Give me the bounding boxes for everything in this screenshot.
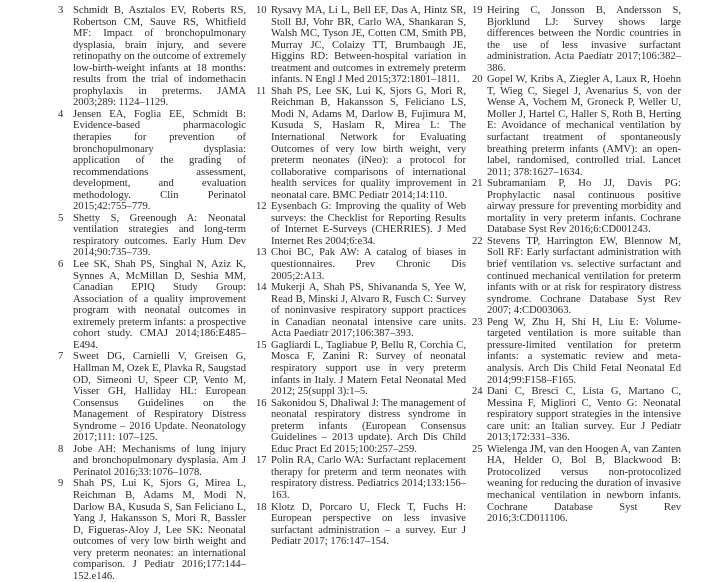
- reference-number: 12: [256, 201, 267, 213]
- reference-number: 17: [256, 455, 267, 467]
- reference-number: 13: [256, 247, 267, 259]
- reference-column-2: [256, 5, 466, 548]
- reference-item: [256, 398, 466, 456]
- reference-text: Peng W, Zhu H, Shi H, Liu E: Volume-targeted ventilation is more suitable than pressure-limited ventilation for preterm infants: a systematic review and meta-analysis. Arch Dis Child Fetal Neonatal Ed 2014;99:F158–F165.: [487, 316, 681, 386]
- reference-text: Polin RA, Carlo WA: Surfactant replacement therapy for preterm and term neonates with respiratory distress. Pediatrics 2014;133:156–163.: [271, 455, 466, 501]
- reference-item: [472, 317, 681, 386]
- reference-item: [58, 478, 246, 582]
- reference-text: Dani C, Bresci C, Lista G, Martano C, Messina F, Migliori C, Vento G: Neonatal respiratory support strategies in the intensive care unit: an Italian survey. Eur J Pediatr 2013;172:331–336.: [487, 386, 681, 444]
- reference-number: 10: [256, 5, 267, 16]
- reference-number: 25: [472, 443, 483, 455]
- reference-number: 19: [472, 5, 483, 16]
- reference-item: [58, 5, 246, 109]
- reference-item: [472, 444, 681, 525]
- reference-number: 21: [472, 178, 483, 190]
- reference-item: [58, 444, 246, 479]
- reference-number: 4: [58, 108, 64, 120]
- reference-column-3: [472, 5, 681, 525]
- reference-text: Stevens TP, Harrington EW, Blennow M, Soll RF: Early surfactant administration with brief ventilation vs. selective surfactant and continued mechanical ventilation for preterm infants with or at risk for respiratory distress syndrome. Cochrane Database Syst Rev 2007; 4:CD003063.: [487, 235, 681, 317]
- reference-number: 3: [58, 5, 64, 16]
- reference-text: Shetty S, Greenough A: Neonatal ventilation strategies and long-term respiratory outcomes. Early Hum Dev 2014;90:735–739.: [73, 212, 246, 259]
- reference-number: 6: [58, 259, 64, 271]
- reference-number: 14: [256, 282, 267, 294]
- reference-text: Sweet DG, Carnielli V, Greisen G, Hallman M, Ozek E, Plavka R, Saugstad OD, Simeoni U, Speer CP, Vento M, Visser GH, Halliday HL: European Consensus Guidelines on the Management of Respiratory Distress Syndrome – 2016 Update. Neonatology 2017;111: 107–125.: [73, 351, 246, 444]
- reference-text: Jensen EA, Foglia EE, Schmidt B: Evidence-based pharmacologic therapies for prevention of bronchopulmonary dysplasia: application of the grading of recommendations assessment, development, and evaluation methodology. Clin Perinatol 2015;42:755–779.: [73, 108, 246, 213]
- reference-number: 11: [256, 85, 267, 97]
- reference-item: [256, 86, 466, 201]
- reference-text: Shah PS, Lui K, Sjors G, Mirea L, Reichman B, Adams M, Modi N, Darlow BA, Kusuda S, San Feliciano L, Yang J, Hakansson S, Mori R, Bassler D, Figueras-Aloy J, Lee SK: Neonatal outcomes of very low birth weight and very preterm neonates: an international comparison. J Pediatr 2016;177:144–152.e146.: [73, 478, 246, 582]
- reference-text: Gopel W, Kribs A, Ziegler A, Laux R, Hoehn T, Wieg C, Siegel J, Avenarius S, von der Wense A, Vochem M, Groneck P, Weller U, Moller J, Hartel C, Haller S, Roth B, Herting E: Avoidance of mechanical ventilation by surfactant treatment of spontaneously breathing preterm infants (AMV): an open-label, randomised, controlled trial. Lancet 2011; 378:1627–1634.: [487, 74, 681, 178]
- reference-item: [58, 109, 246, 213]
- reference-number: 9: [58, 478, 64, 490]
- reference-item: [58, 213, 246, 259]
- reference-item: [472, 236, 681, 317]
- reference-text: Heiring C, Jonsson B, Andersson S, Bjorklund LJ: Survey shows large differences between the Nordic countries in the use of less invasive surfactant administration. Acta Paediatr 2017;106:382–386.: [487, 5, 681, 74]
- reference-text: Choi BC, Pak AW: A catalog of biases in questionnaires. Prev Chronic Dis 2005;2:A13.: [271, 247, 466, 282]
- reference-item: [256, 201, 466, 247]
- reference-text: Shah PS, Lee SK, Lui K, Sjors G, Mori R, Reichman B, Hakansson S, Feliciano LS, Modi N, Adams M, Darlow B, Fujimura M, Kusuda S, Haslam R, Mirea L: The International Network for Evaluating Outcomes of very low birth weight, very preterm neonates (iNeo): a protocol for collaborative comparisons of international health services for quality improvement in neonatal care. BMC Pediatr 2014;14:110.: [271, 85, 466, 201]
- reference-item: [256, 455, 466, 501]
- reference-text: Schmidt B, Asztalos EV, Roberts RS, Robertson CM, Sauve RS, Whitfield MF: Impact of bronchopulmonary dysplasia, brain injury, and severe retinopathy on the outcome of extremely low-birth-weight infants at 18 months: results from the trial of indomethacin prophylaxis in preterms. JAMA 2003;289: 1124–1129.: [73, 5, 246, 109]
- reference-text: Lee SK, Shah PS, Singhal N, Aziz K, Synnes A, McMillan D, Seshia MM, Canadian EPIQ Study Group: Association of a quality improvement program with neonatal outcomes in extremely preterm infants: a prospective cohort study. CMAJ 2014;186:E485–E494.: [73, 259, 246, 351]
- reference-number: 23: [472, 316, 483, 328]
- reference-item: [256, 282, 466, 340]
- reference-item: [472, 74, 681, 178]
- reference-number: 15: [256, 339, 267, 351]
- reference-item: [256, 340, 466, 398]
- reference-item: [472, 178, 681, 236]
- reference-item: [256, 247, 466, 282]
- reference-item: [256, 502, 466, 548]
- reference-text: Klotz D, Porcaro U, Fleck T, Fuchs H: European perspective on less invasive surfactant administration – a survey. Eur J Pediatr 2017; 176:147–154.: [271, 501, 466, 548]
- reference-item: [472, 386, 681, 444]
- reference-column-1: [58, 5, 246, 582]
- reference-number: 5: [58, 212, 64, 224]
- reference-number: 16: [256, 397, 267, 409]
- reference-text: Wielenga JM, van den Hoogen A, van Zanten HA, Helder O, Bol B, Blackwood B: Protocolized versus non-protocolized weaning for reducing the duration of invasive mechanical ventilation in newborn infants. Cochrane Database Syst Rev 2016;3:CD011106.: [487, 443, 681, 525]
- reference-item: [58, 351, 246, 443]
- reference-text: Jobe AH: Mechanisms of lung injury and bronchopulmonary dysplasia. Am J Perinatol 2016;33:1076–1078.: [73, 443, 246, 478]
- reference-text: Mukerji A, Shah PS, Shivananda S, Yee W, Read B, Minski J, Alvaro R, Fusch C: Survey of noninvasive respiratory support practices in Canadian neonatal intensive care units. Acta Paediatr 2017;106:387–393.: [271, 282, 466, 340]
- reference-text: Gagliardi L, Tagliabue P, Bellu R, Corchia C, Mosca F, Zanini R: Survey of neonatal respiratory support use in very preterm infants in Italy. J Matern Fetal Neonatal Med 2012; 25(suppl 3):1–5.: [271, 339, 466, 398]
- reference-number: 22: [472, 235, 483, 247]
- reference-number: 18: [256, 501, 267, 513]
- reference-item: [256, 5, 466, 86]
- reference-text: Rysavy MA, Li L, Bell EF, Das A, Hintz SR, Stoll BJ, Vohr BR, Carlo WA, Shankaran S, Walsh MC, Tyson JE, Cotten CM, Smith PB, Murray JC, Colaizy TT, Brumbaugh JE, Higgins RD: Between-hospital variation in treatment and outcomes in extremely preterm infants. N Engl J Med 2015;372:1801–1811.: [271, 5, 466, 86]
- reference-number: 20: [472, 74, 483, 86]
- reference-number: 8: [58, 443, 64, 455]
- reference-text: Subramaniam P, Ho JJ, Davis PG: Prophylactic nasal continuous positive airway pressure for preventing morbidity and mortality in very preterm infants. Cochrane Database Syst Rev 2016;6:CD001243.: [487, 178, 681, 236]
- reference-number: 24: [472, 386, 483, 398]
- reference-item: [472, 5, 681, 74]
- reference-item: [58, 259, 246, 351]
- reference-number: 7: [58, 351, 64, 363]
- reference-text: Eysenbach G: Improving the quality of Web surveys: the Checklist for Reporting Results of Internet E-Surveys (CHERRIES). J Med Internet Res 2004;6:e34.: [271, 201, 466, 247]
- reference-text: Sakonidou S, Dhaliwal J: The management of neonatal respiratory distress syndrome in preterm infants (European Consensus Guidelines – 2013 update). Arch Dis Child Educ Pract Ed 2015;100:257–259.: [271, 397, 466, 455]
